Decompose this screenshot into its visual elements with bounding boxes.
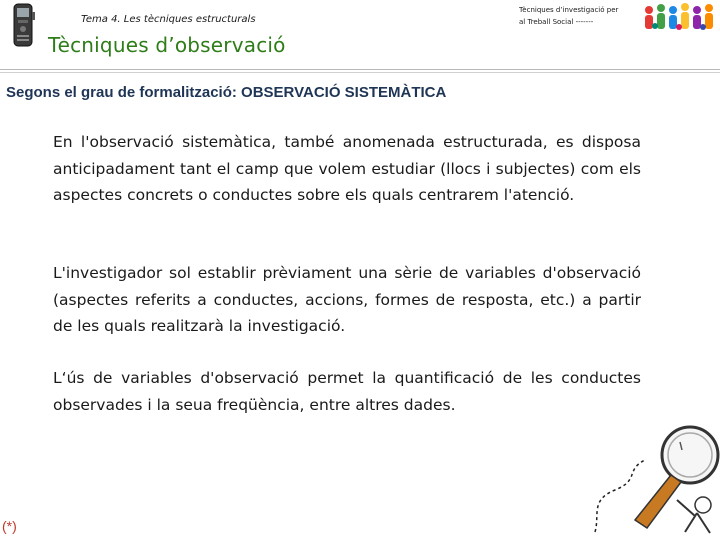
paragraph-3: L‘ús de variables d'observació permet la quantificació de les conductes observades i la seua freqüència, entre altres dades. xyxy=(53,369,641,414)
paragraph-1: En l'observació sistemàtica, també anomenada estructurada, es disposa anticipadament tant el camp que volem estudiar (llocs i subjectes) com els aspectes concrets o conductes sobre els quals centrarem l'atenció. xyxy=(53,133,641,204)
slide-title: Tècniques d’observació xyxy=(48,33,286,57)
people-group-icon xyxy=(641,0,720,36)
course-label-line-1: Tècniques d’investigació per xyxy=(519,6,619,14)
footnote-marker: (*) xyxy=(2,518,17,534)
section-subtitle: Segons el grau de formalització: OBSERVACIÓ SISTEMÀTICA xyxy=(6,84,447,101)
course-label xyxy=(519,4,639,28)
title-divider-secondary xyxy=(0,72,720,73)
course-label-line-2: al Treball Social ------- xyxy=(519,18,594,26)
title-divider xyxy=(0,69,720,70)
voice-recorder-icon xyxy=(6,2,40,48)
magnifier-figure-icon xyxy=(585,420,720,540)
chapter-label: Tema 4. Les tècniques estructurals xyxy=(81,14,256,25)
paragraph-2: L'investigador sol establir prèviament una sèrie de variables d'observació (aspectes referits a conductes, accions, formes de resposta, etc.) a partir de les quals realitzarà la investigació. xyxy=(53,264,641,335)
